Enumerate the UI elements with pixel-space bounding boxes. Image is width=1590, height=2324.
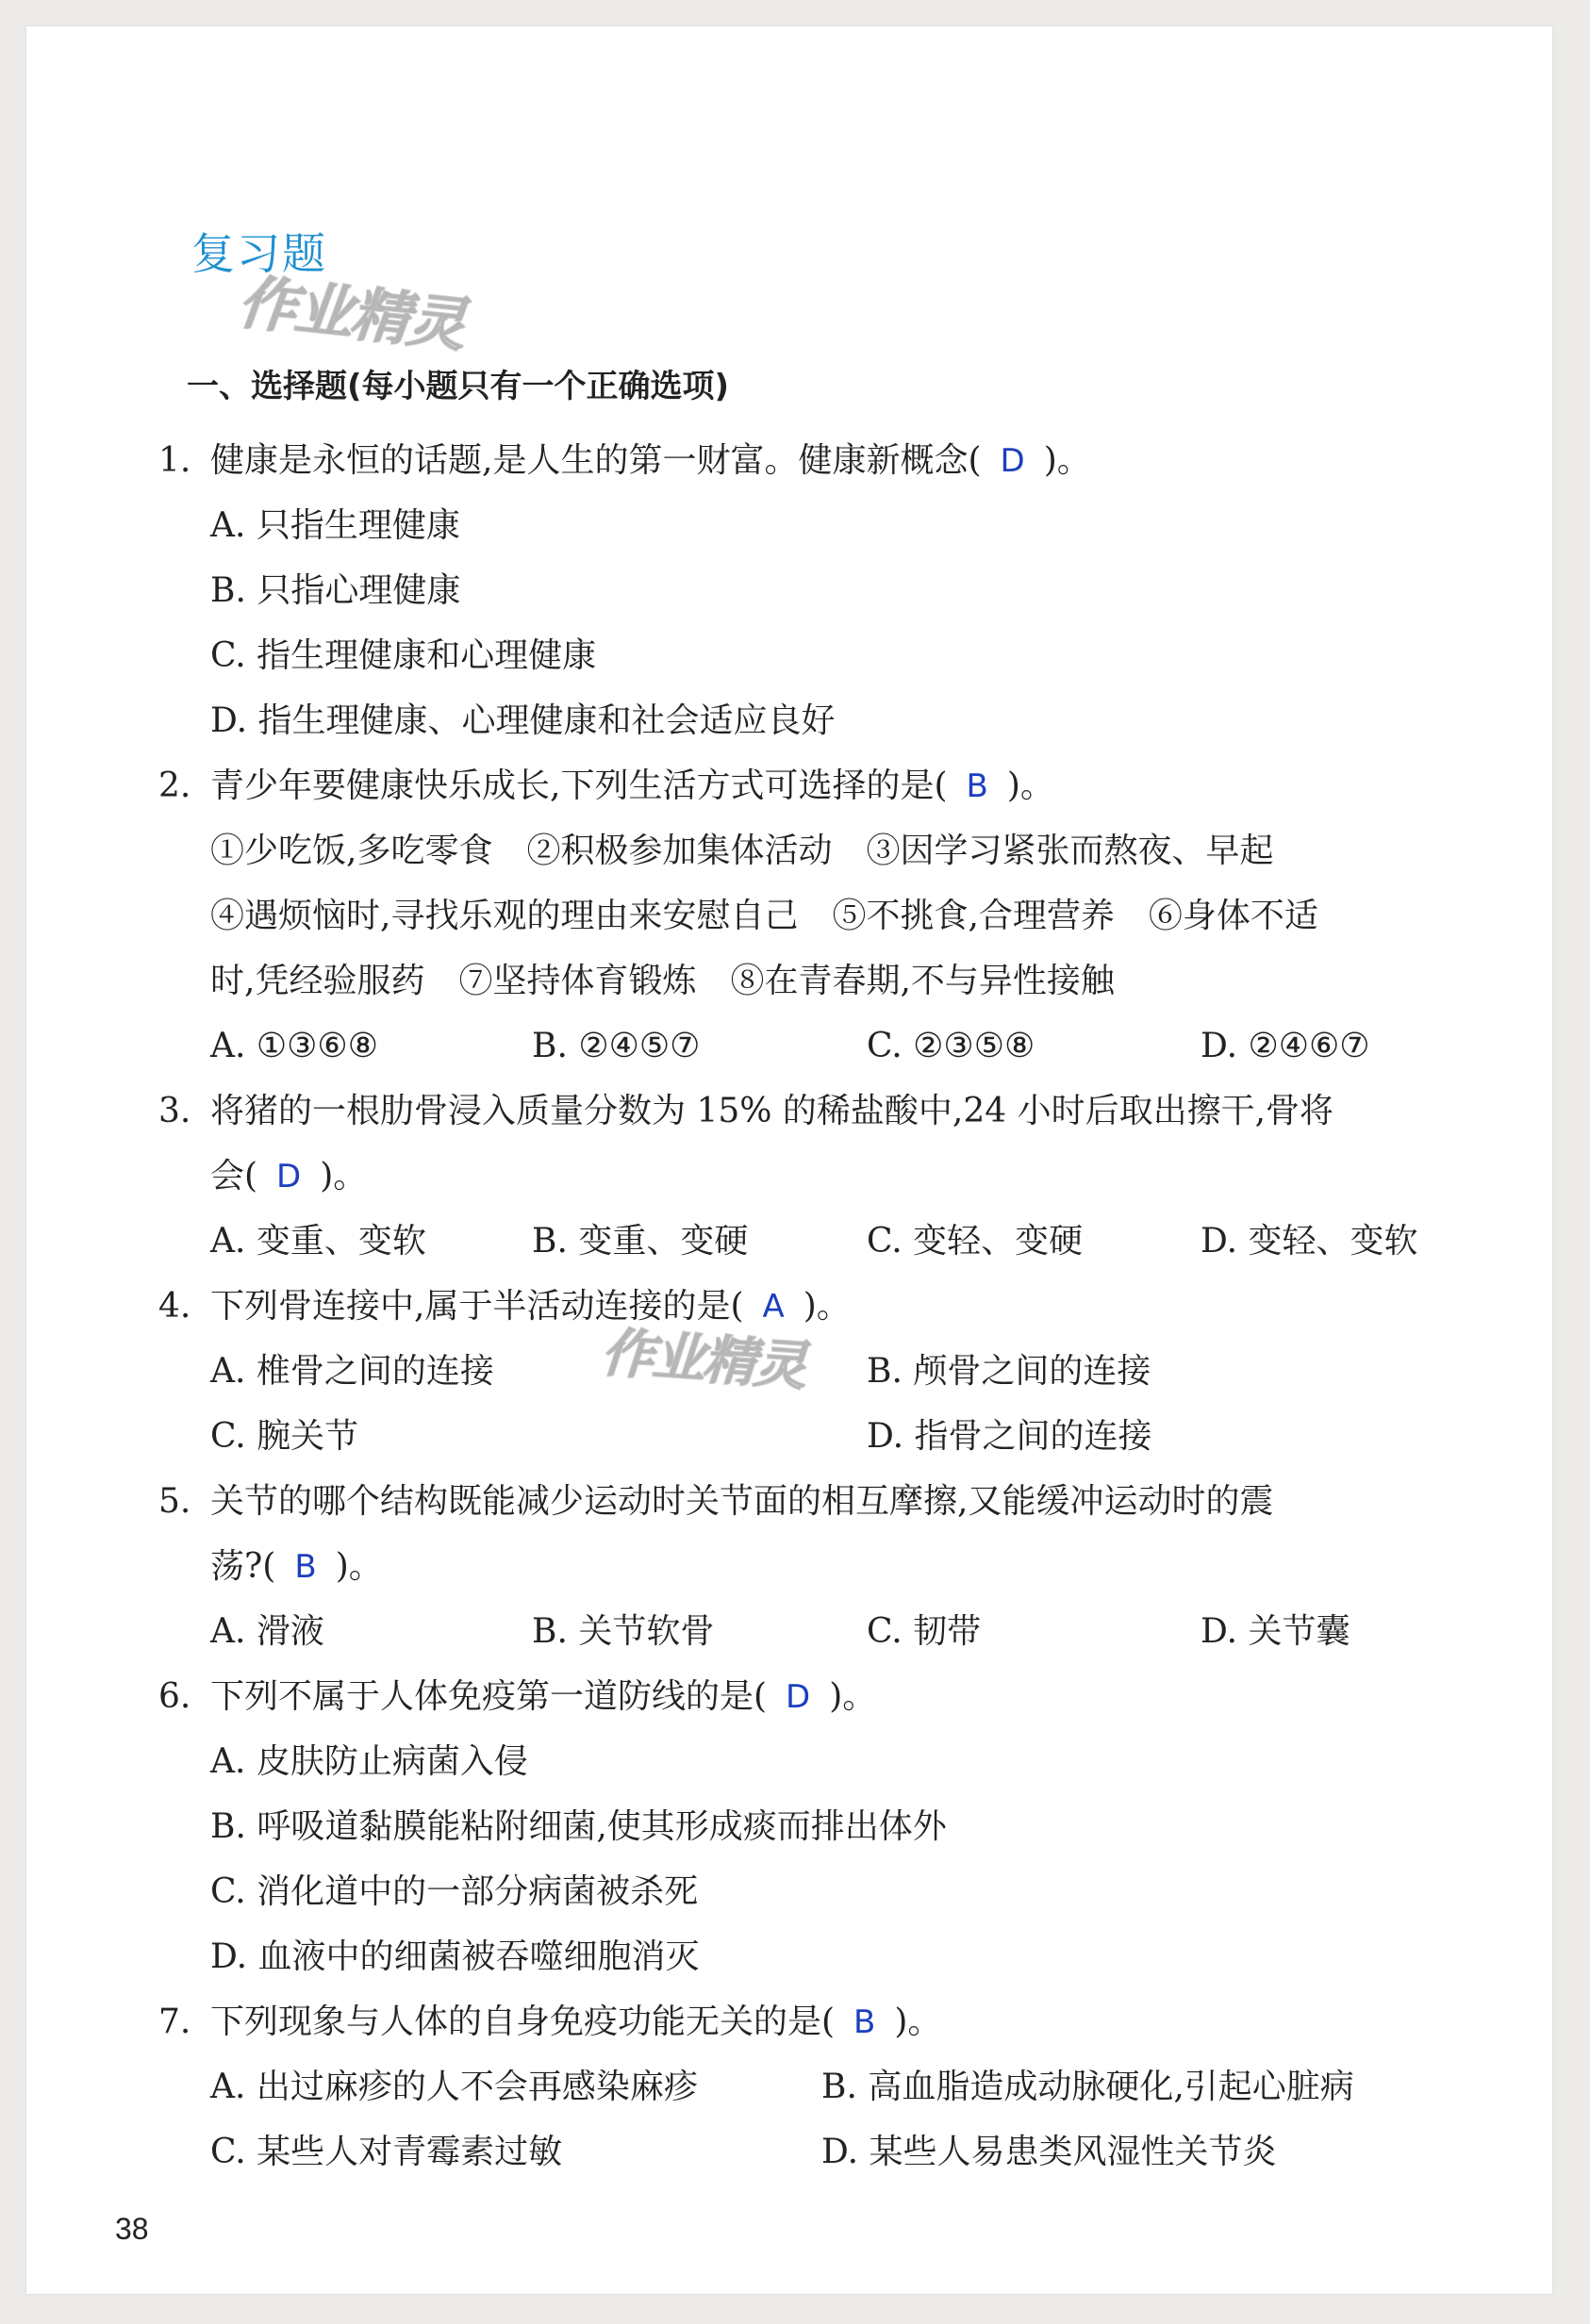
- statement-line: 时,凭经验服药 ⑦坚持体育锻炼 ⑧在青春期,不与异性接触: [210, 962, 1115, 1000]
- option: B. 高血脂造成动脉硬化,引起心脏病: [821, 2068, 1354, 2106]
- option: B. 变重、变硬: [532, 1222, 749, 1261]
- stem-text: )。: [1043, 441, 1091, 480]
- question-number: 7.: [158, 2003, 191, 2041]
- answer-mark: D: [1000, 442, 1025, 480]
- option: A. 变重、变软: [210, 1222, 426, 1261]
- stem-text: 下列不属于人体免疫第一道防线的是(: [210, 1677, 768, 1716]
- stem-text: )。: [803, 1287, 851, 1326]
- option: C. 变轻、变硬: [867, 1222, 1084, 1261]
- stem-text: )。: [335, 1547, 383, 1586]
- option: B. 颅骨之间的连接: [867, 1352, 1151, 1391]
- question-number: 6.: [158, 1677, 191, 1716]
- watermark-logo: 作业精灵: [599, 1322, 807, 1398]
- worksheet-page: [26, 26, 1552, 2294]
- question-stem: [210, 2005, 941, 2039]
- option: C. 腕关节: [210, 1417, 359, 1456]
- option: C. 某些人对青霉素过敏: [210, 2133, 563, 2171]
- question-number: 3.: [158, 1092, 191, 1130]
- option: A. ①③⑥⑧: [210, 1027, 378, 1065]
- question-stem: [210, 1287, 851, 1326]
- answer-mark: A: [762, 1288, 785, 1326]
- option: B. ②④⑤⑦: [532, 1027, 701, 1065]
- question-number: 5.: [158, 1482, 191, 1521]
- option: D. ②④⑥⑦: [1201, 1027, 1370, 1065]
- option: D. 变轻、变软: [1201, 1222, 1418, 1261]
- section-title: 复习题: [191, 228, 327, 279]
- option: D. 血液中的细菌被吞噬细胞消灭: [210, 1937, 700, 1976]
- stem-text: 荡?(: [210, 1547, 276, 1586]
- watermark-logo: 作业精灵: [235, 267, 468, 360]
- option: D. 指骨之间的连接: [867, 1417, 1152, 1456]
- question-stem: [210, 1677, 877, 1716]
- option: B. 呼吸道黏膜能粘附细菌,使其形成痰而排出体外: [210, 1807, 947, 1846]
- stem-text: 健康是永恒的话题,是人生的第一财富。健康新概念(: [210, 441, 982, 480]
- question-stem: [210, 766, 1054, 805]
- question-stem: 将猪的一根肋骨浸入质量分数为 15% 的稀盐酸中,24 小时后取出擦干,骨将: [210, 1092, 1334, 1130]
- option: C. ②③⑤⑧: [867, 1027, 1035, 1065]
- option: A. 皮肤防止病菌入侵: [210, 1742, 528, 1781]
- question-stem: 关节的哪个结构既能减少运动时关节面的相互摩擦,又能缓冲运动时的震: [210, 1482, 1274, 1521]
- stem-text: )。: [1006, 766, 1054, 805]
- option: A. 滑液: [210, 1612, 324, 1651]
- question-number: 2.: [158, 766, 191, 805]
- stem-text: )。: [829, 1677, 877, 1716]
- stem-text: )。: [894, 2003, 942, 2041]
- answer-mark: D: [786, 1678, 811, 1716]
- option: B. 只指心理健康: [210, 571, 461, 610]
- answer-mark: D: [276, 1158, 302, 1195]
- option: A. 椎骨之间的连接: [210, 1352, 494, 1391]
- page-number: 38: [115, 2212, 149, 2246]
- option: D. 某些人易患类风湿性关节炎: [821, 2133, 1277, 2171]
- answer-mark: B: [966, 767, 988, 805]
- stem-text: 下列骨连接中,属于半活动连接的是(: [210, 1287, 744, 1326]
- option: A. 只指生理健康: [210, 506, 460, 545]
- option: C. 消化道中的一部分病菌被杀死: [210, 1872, 699, 1911]
- question-stem-continued: [210, 1157, 368, 1195]
- option: D. 关节囊: [1201, 1612, 1350, 1651]
- statement-line: ①少吃饭,多吃零食 ②积极参加集体活动 ③因学习紧张而熬夜、早起: [210, 832, 1274, 870]
- question-number: 1.: [158, 441, 191, 480]
- option: D. 指生理健康、心理健康和社会适应良好: [210, 701, 836, 740]
- statement-line: ④遇烦恼时,寻找乐观的理由来安慰自己 ⑤不挑食,合理营养 ⑥身体不适: [210, 897, 1318, 935]
- stem-text: 下列现象与人体的自身免疫功能无关的是(: [210, 2003, 836, 2041]
- answer-mark: B: [853, 2003, 876, 2041]
- option: C. 韧带: [867, 1612, 982, 1651]
- question-stem-continued: [210, 1547, 383, 1586]
- question-number: 4.: [158, 1287, 191, 1326]
- option: B. 关节软骨: [532, 1612, 715, 1651]
- stem-text: 会(: [210, 1157, 258, 1195]
- stem-text: )。: [320, 1157, 368, 1195]
- option: C. 指生理健康和心理健康: [210, 636, 597, 675]
- stem-text: 青少年要健康快乐成长,下列生活方式可选择的是(: [210, 766, 948, 805]
- question-stem: [210, 441, 1091, 480]
- option: A. 出过麻疹的人不会再感染麻疹: [210, 2068, 698, 2106]
- part-heading: 一、选择题(每小题只有一个正确选项): [187, 368, 730, 405]
- answer-mark: B: [294, 1548, 317, 1586]
